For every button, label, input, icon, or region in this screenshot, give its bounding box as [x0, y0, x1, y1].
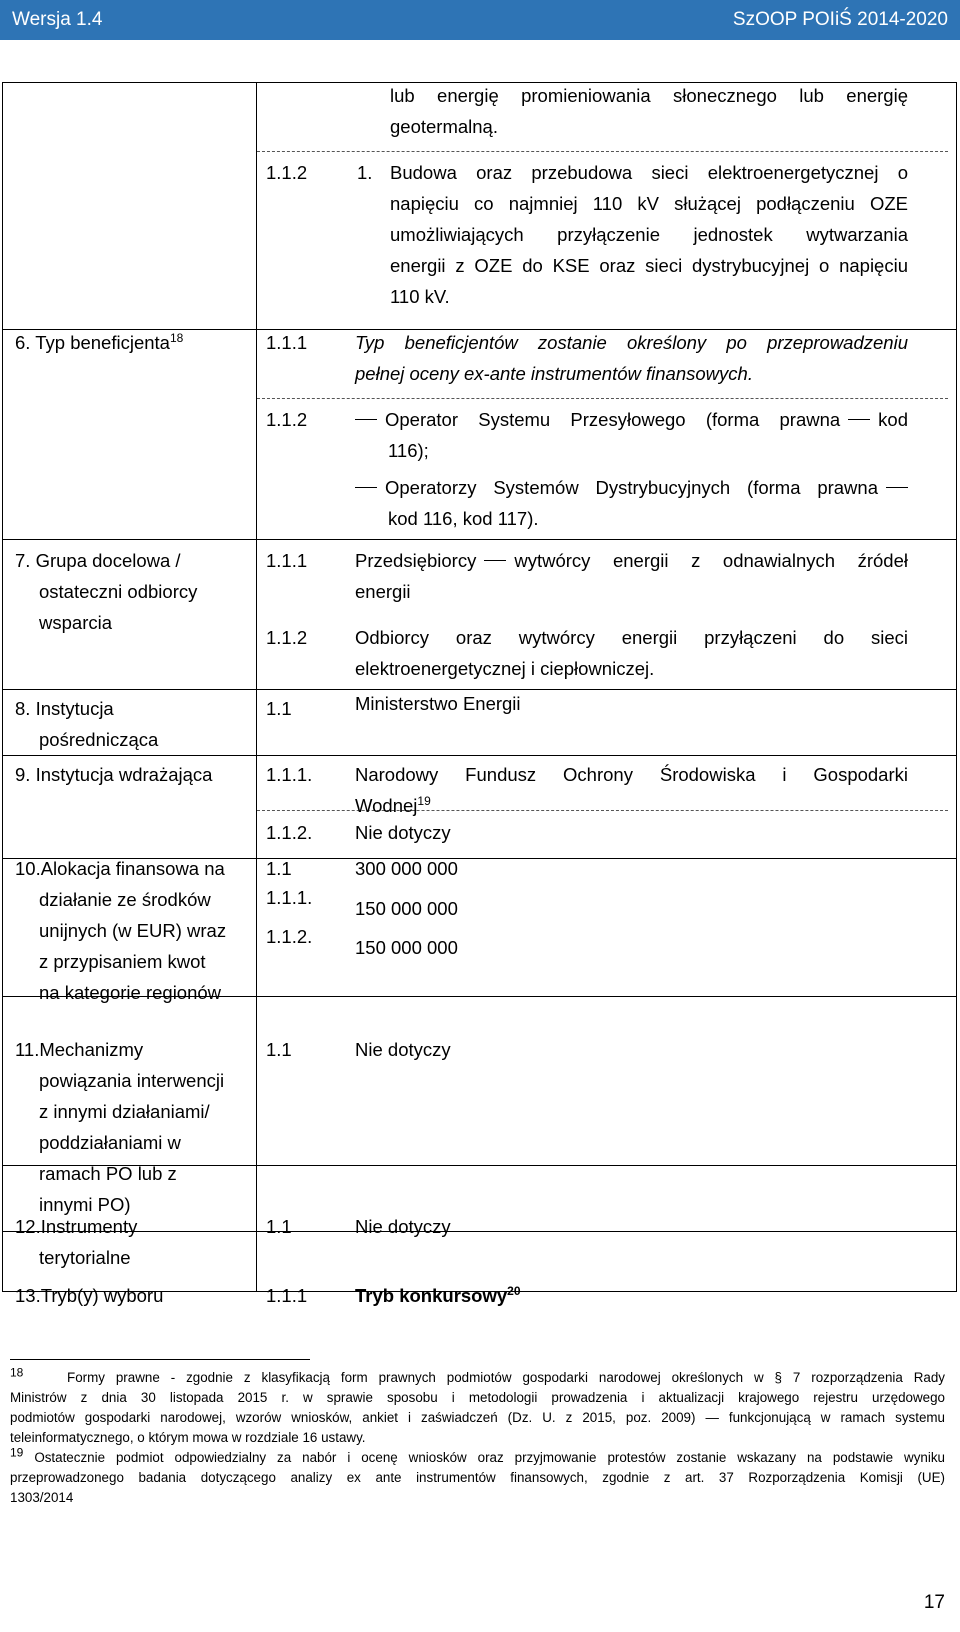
dash-icon	[355, 419, 377, 420]
code-1-1-1: 1.1.1	[266, 550, 308, 571]
beneficiary-item-2: Operatorzy Systemów Dystrybucyjnych (forma prawna kod 116, kod 117).	[355, 472, 908, 534]
code-1-1-2: 1.1.2	[266, 162, 308, 183]
row-label-target-group: 7. Grupa docelowa / ostateczni odbiorcy wsparcia	[15, 550, 198, 633]
code-1-1-1: 1.1.1	[266, 1285, 308, 1306]
target-group-1: Przedsiębiorcy wytwórcy energii z odnawialnych źródeł energii	[355, 550, 908, 602]
beneficiary-note: Typ beneficjentów zostanie określony po przeprowadzeniu pełnej oceny ex-ante instrumentów finansowych.	[355, 332, 908, 384]
page-header	[0, 0, 960, 40]
code-1-1-2: 1.1.2.	[266, 822, 313, 843]
code-1-1-2: 1.1.2	[266, 627, 308, 648]
row-label-selection: 13.Tryb(y) wyboru	[15, 1285, 164, 1306]
footnote-ref-18: 18	[169, 330, 184, 345]
code-1-1: 1.1	[266, 858, 292, 879]
dash-icon	[886, 487, 908, 488]
column-divider	[256, 83, 257, 1291]
footnote-18: $^{18}$ Formy prawne - zgodnie z klasyfikacją form prawnych podmiotów gospodarki narodowej określonych w § 7 rozporządzenia Rady Ministrów z dnia 30 listopada 2015 r. w sprawie sposobu i metodologii prowadzenia i aktualizacji krajowego rejestru urzędowego podmiotów gospodarki narodowej, wzorów wniosków, ankiet i zaświadczeń (Dz. U. z 2015, poz. 2009) — funkcjonującą w ramach systemu teleinformatycznego, o którym mowa w rozdziale 16 ustawy.	[10, 1365, 945, 1445]
selection-value: Tryb konkursowy$^{20}$	[355, 1283, 521, 1306]
top-continuation: lub energię promieniowania słonecznego lub energię geotermalną.	[390, 85, 908, 137]
row-label-intermediary: 8. Instytucja pośrednicząca	[15, 698, 159, 750]
sub-row-separator	[257, 398, 948, 399]
dash-icon	[355, 487, 377, 488]
footnote-ref-19: 19	[417, 793, 431, 808]
list-number: 1.	[357, 162, 373, 183]
sub-row-separator	[257, 151, 948, 152]
code-1-1-1: 1.1.1.	[266, 887, 313, 908]
row-separator	[3, 755, 956, 756]
code-1-1-2: 1.1.2	[266, 409, 308, 430]
row-separator	[3, 539, 956, 540]
footnote-ref-20: 20	[507, 1283, 521, 1298]
code-1-1: 1.1	[266, 1216, 292, 1237]
code-1-1-1: 1.1.1	[266, 332, 308, 353]
row-label-beneficiary: 6. Typ beneficjenta$^{18}$	[15, 330, 184, 353]
allocation-1-1-1: 150 000 000	[355, 898, 458, 919]
footnote-19: $^{19}$ Ostatecznie podmiot odpowiedzialny za nabór i ocenę wniosków oraz przyjmowanie protestów zostanie wskazany na podstawie wyniku przeprowadzonego badania dotyczącego analizy ex ante instrumentów finansowych, zgodnie z art. 37 Rozporządzenia Komisji (UE) 1303/2014	[10, 1445, 945, 1505]
row-label-territorial: 12.Instrumenty terytorialne	[15, 1216, 138, 1268]
code-1-1-2: 1.1.2.	[266, 926, 313, 947]
program-label: SzOOP POIiŚ 2014-2020	[732, 9, 948, 30]
beneficiary-item-1: Operator Systemu Przesyłowego (forma prawna kod 116);	[355, 404, 908, 466]
territorial-value: Nie dotyczy	[355, 1216, 451, 1237]
row-label-mechanisms: 11.Mechanizmy powiązania interwencji z innymi działaniami/ poddziałaniami w ramach PO lub z innymi PO)	[15, 1039, 225, 1215]
row-label-implementing: 9. Instytucja wdrażająca	[15, 764, 213, 785]
code-1-1: 1.1	[266, 698, 292, 719]
page-number: 17	[923, 1592, 945, 1613]
version-label: Wersja 1.4	[12, 9, 103, 30]
intermediary-value: Ministerstwo Energii	[355, 693, 521, 714]
footnote-rule	[10, 1359, 310, 1360]
dash-icon	[484, 560, 506, 561]
allocation-total: 300 000 000	[355, 858, 458, 879]
code-1-1-1: 1.1.1.	[266, 764, 313, 785]
measure-description: Budowa oraz przebudowa sieci elektroenergetycznej o napięciu co najmniej 110 kV służącej podłączeniu OZE umożliwiających przyłączenie jednostek wytwarzania energii z OZE do KSE oraz sieci dystrybucyjnej o napięciu 110 kV.	[390, 162, 908, 307]
code-1-1: 1.1	[266, 1039, 292, 1060]
implementing-value: Narodowy Fundusz Ochrony Środowiska i Gospodarki Wodnej$^{19}$	[355, 764, 908, 816]
mechanisms-value: Nie dotyczy	[355, 1039, 451, 1060]
allocation-1-1-2: 150 000 000	[355, 937, 458, 958]
row-label-allocation: 10.Alokacja finansowa na działanie ze środków unijnych (w EUR) wraz z przypisaniem kwot na kategorie regionów	[15, 858, 227, 1003]
target-group-2: Odbiorcy oraz wytwórcy energii przyłączeni do sieci elektroenergetycznej i ciepłowniczej.	[355, 627, 908, 679]
dash-icon	[848, 419, 870, 420]
implementing-value-2: Nie dotyczy	[355, 822, 451, 843]
